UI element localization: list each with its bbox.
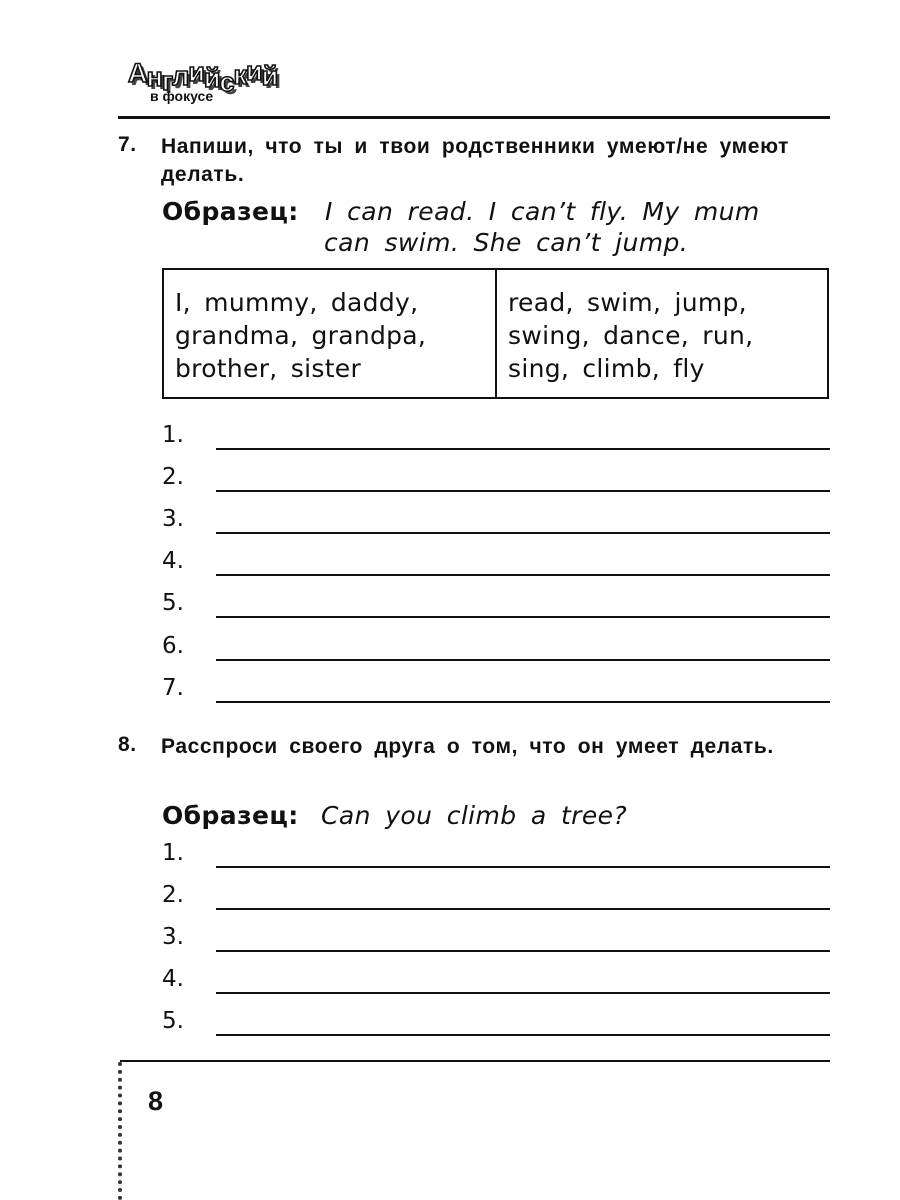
answer-line-number: 2. [162,882,184,908]
task-8-instruction: Расспроси своего друга о том, что он умеет делать. [161,735,774,758]
answer-line[interactable] [162,1006,830,1036]
answer-underline [216,950,830,952]
answer-underline [216,616,830,618]
answer-line-number: 4. [162,548,184,574]
answer-line-number: 5. [162,590,184,616]
word-table-actions-cell [497,270,827,397]
logo-title: Английский [128,56,278,97]
answer-line-number: 1. [162,840,184,866]
sample-text: Can you climb a tree? [321,801,628,830]
action-words-row: read, swim, jump, [508,288,747,317]
answer-line[interactable] [162,964,830,994]
answer-underline [216,866,830,868]
task-7-sample [162,196,760,228]
answer-underline [216,448,830,450]
answer-line[interactable] [162,631,830,661]
answer-line-number: 3. [162,506,184,532]
sample-text-line-2: can swim. She can’t jump. [324,228,689,257]
action-words-row: sing, climb, fly [508,354,705,383]
footer-divider [120,1060,830,1062]
logo-subtitle: в фокусе [150,88,214,104]
answer-underline [216,532,830,534]
answer-line-number: 2. [162,464,184,490]
answer-underline [216,1034,830,1036]
answer-line[interactable] [162,922,830,952]
answer-line[interactable] [162,504,830,534]
answer-line[interactable] [162,838,830,868]
answer-underline [216,992,830,994]
answer-line-number: 1. [162,422,184,448]
answer-underline [216,574,830,576]
task-7-number: 7. [118,133,137,156]
answer-underline [216,659,830,661]
answer-line[interactable] [162,420,830,450]
sample-label: Образец: [162,801,299,830]
footer-dotted-margin [118,1062,126,1200]
answer-line[interactable] [162,546,830,576]
action-words-row: swing, dance, run, [508,321,754,350]
answer-line[interactable] [162,673,830,703]
answer-line[interactable] [162,880,830,910]
people-words-row: I, mummy, daddy, [175,288,419,317]
task-8-sample [162,800,627,832]
answer-line-number: 3. [162,924,184,950]
word-table [162,268,829,399]
answer-line-number: 4. [162,966,184,992]
task-7-instruction: Напиши, что ты и твои родственники умеют/не умеют делать. [161,135,789,186]
answer-underline [216,701,830,703]
answer-underline [216,490,830,492]
people-words-row: grandma, grandpa, [175,321,427,350]
people-words-row: brother, sister [175,354,362,383]
header-divider [118,116,830,119]
page-number: 8 [148,1086,164,1116]
answer-line[interactable] [162,588,830,618]
answer-line[interactable] [162,462,830,492]
word-table-people-cell [164,270,497,397]
sample-text-line-1: I can read. I can’t fly. My mum [325,197,760,226]
answer-line-number: 6. [162,633,184,659]
book-logo [128,56,278,108]
answer-line-number: 5. [162,1008,184,1034]
sample-label: Образец: [162,197,299,226]
answer-line-number: 7. [162,675,184,701]
answer-underline [216,908,830,910]
task-8-number: 8. [118,733,137,756]
